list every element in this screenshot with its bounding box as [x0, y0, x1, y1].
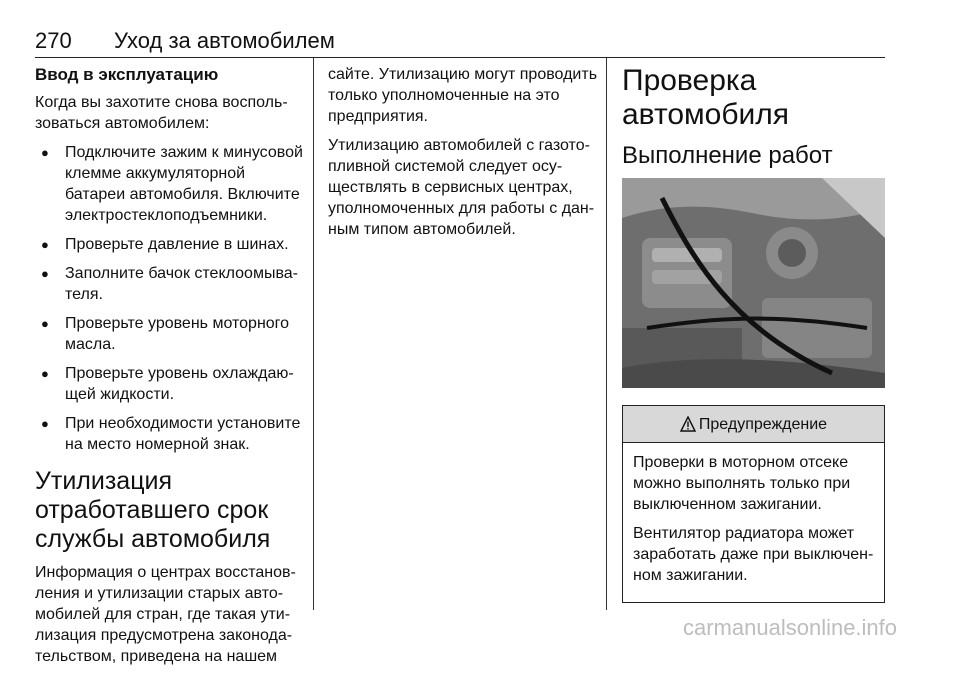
page-header — [35, 28, 885, 54]
list-item: ● Проверьте уровень охлаждающей жидкости. — [35, 363, 305, 405]
page-number: 270 — [35, 28, 72, 53]
warning-body — [623, 443, 884, 602]
running-title: Уход за автомобилем — [114, 28, 335, 53]
recycling-text-continued: сайте. Утилизацию могут проводить только уполномоченные на это предприятия. — [328, 66, 598, 125]
header-rule — [35, 57, 885, 58]
subtitle-performing-work: Выполнение работ — [622, 142, 833, 169]
checklist — [35, 142, 305, 455]
middle-column — [328, 64, 600, 248]
warning-text-2: Вентилятор радиатора может заработать даже при выключенном зажигании. — [633, 525, 874, 584]
subheading-commissioning: Ввод в эксплуатацию — [35, 65, 219, 84]
section-title-vehicle-check: Проверка автомобиля — [622, 64, 790, 131]
warning-header — [623, 406, 884, 443]
left-column — [35, 64, 305, 675]
section-title-recycling: Утилизация отработавшего срок службы автомобиля — [35, 467, 271, 553]
warning-title: Предупреждение — [698, 415, 828, 433]
gas-vehicle-text: Утилизацию автомобилей с газотопливной системой следует осуществлять в сервисных центрах, уполномоченных для работы с данным типом автомобилей. — [328, 137, 595, 238]
engine-bay-image — [622, 178, 885, 388]
intro-text: Когда вы захотите снова воспользоваться автомобилем: — [35, 94, 288, 132]
recycling-text: Информация о центрах восстановления и утилизации старых автомобилей для стран, где такая утилизация предусмотрена законодательством, приведена на нашем — [35, 564, 296, 665]
list-item: ● Проверьте давление в шинах. — [35, 234, 305, 255]
warning-text-1: Проверки в моторном отсеке можно выполнять только при выключенном зажигании. — [633, 454, 851, 513]
right-column — [622, 64, 885, 603]
list-item: ● Заполните бачок стеклоомывателя. — [35, 263, 305, 305]
watermark: carmanualsonline.info — [683, 615, 898, 640]
list-item: ● Подключите зажим к минусовой клемме аккумуляторной батареи автомобиля. Включите электростеклоподъемники. — [35, 142, 305, 226]
column-divider-2 — [606, 58, 607, 610]
warning-triangle-icon — [680, 416, 696, 432]
list-item: ● При необходимости установите на место номерной знак. — [35, 413, 305, 455]
list-item: ● Проверьте уровень моторного масла. — [35, 313, 305, 355]
warning-box — [622, 405, 885, 603]
column-divider-1 — [313, 58, 314, 610]
